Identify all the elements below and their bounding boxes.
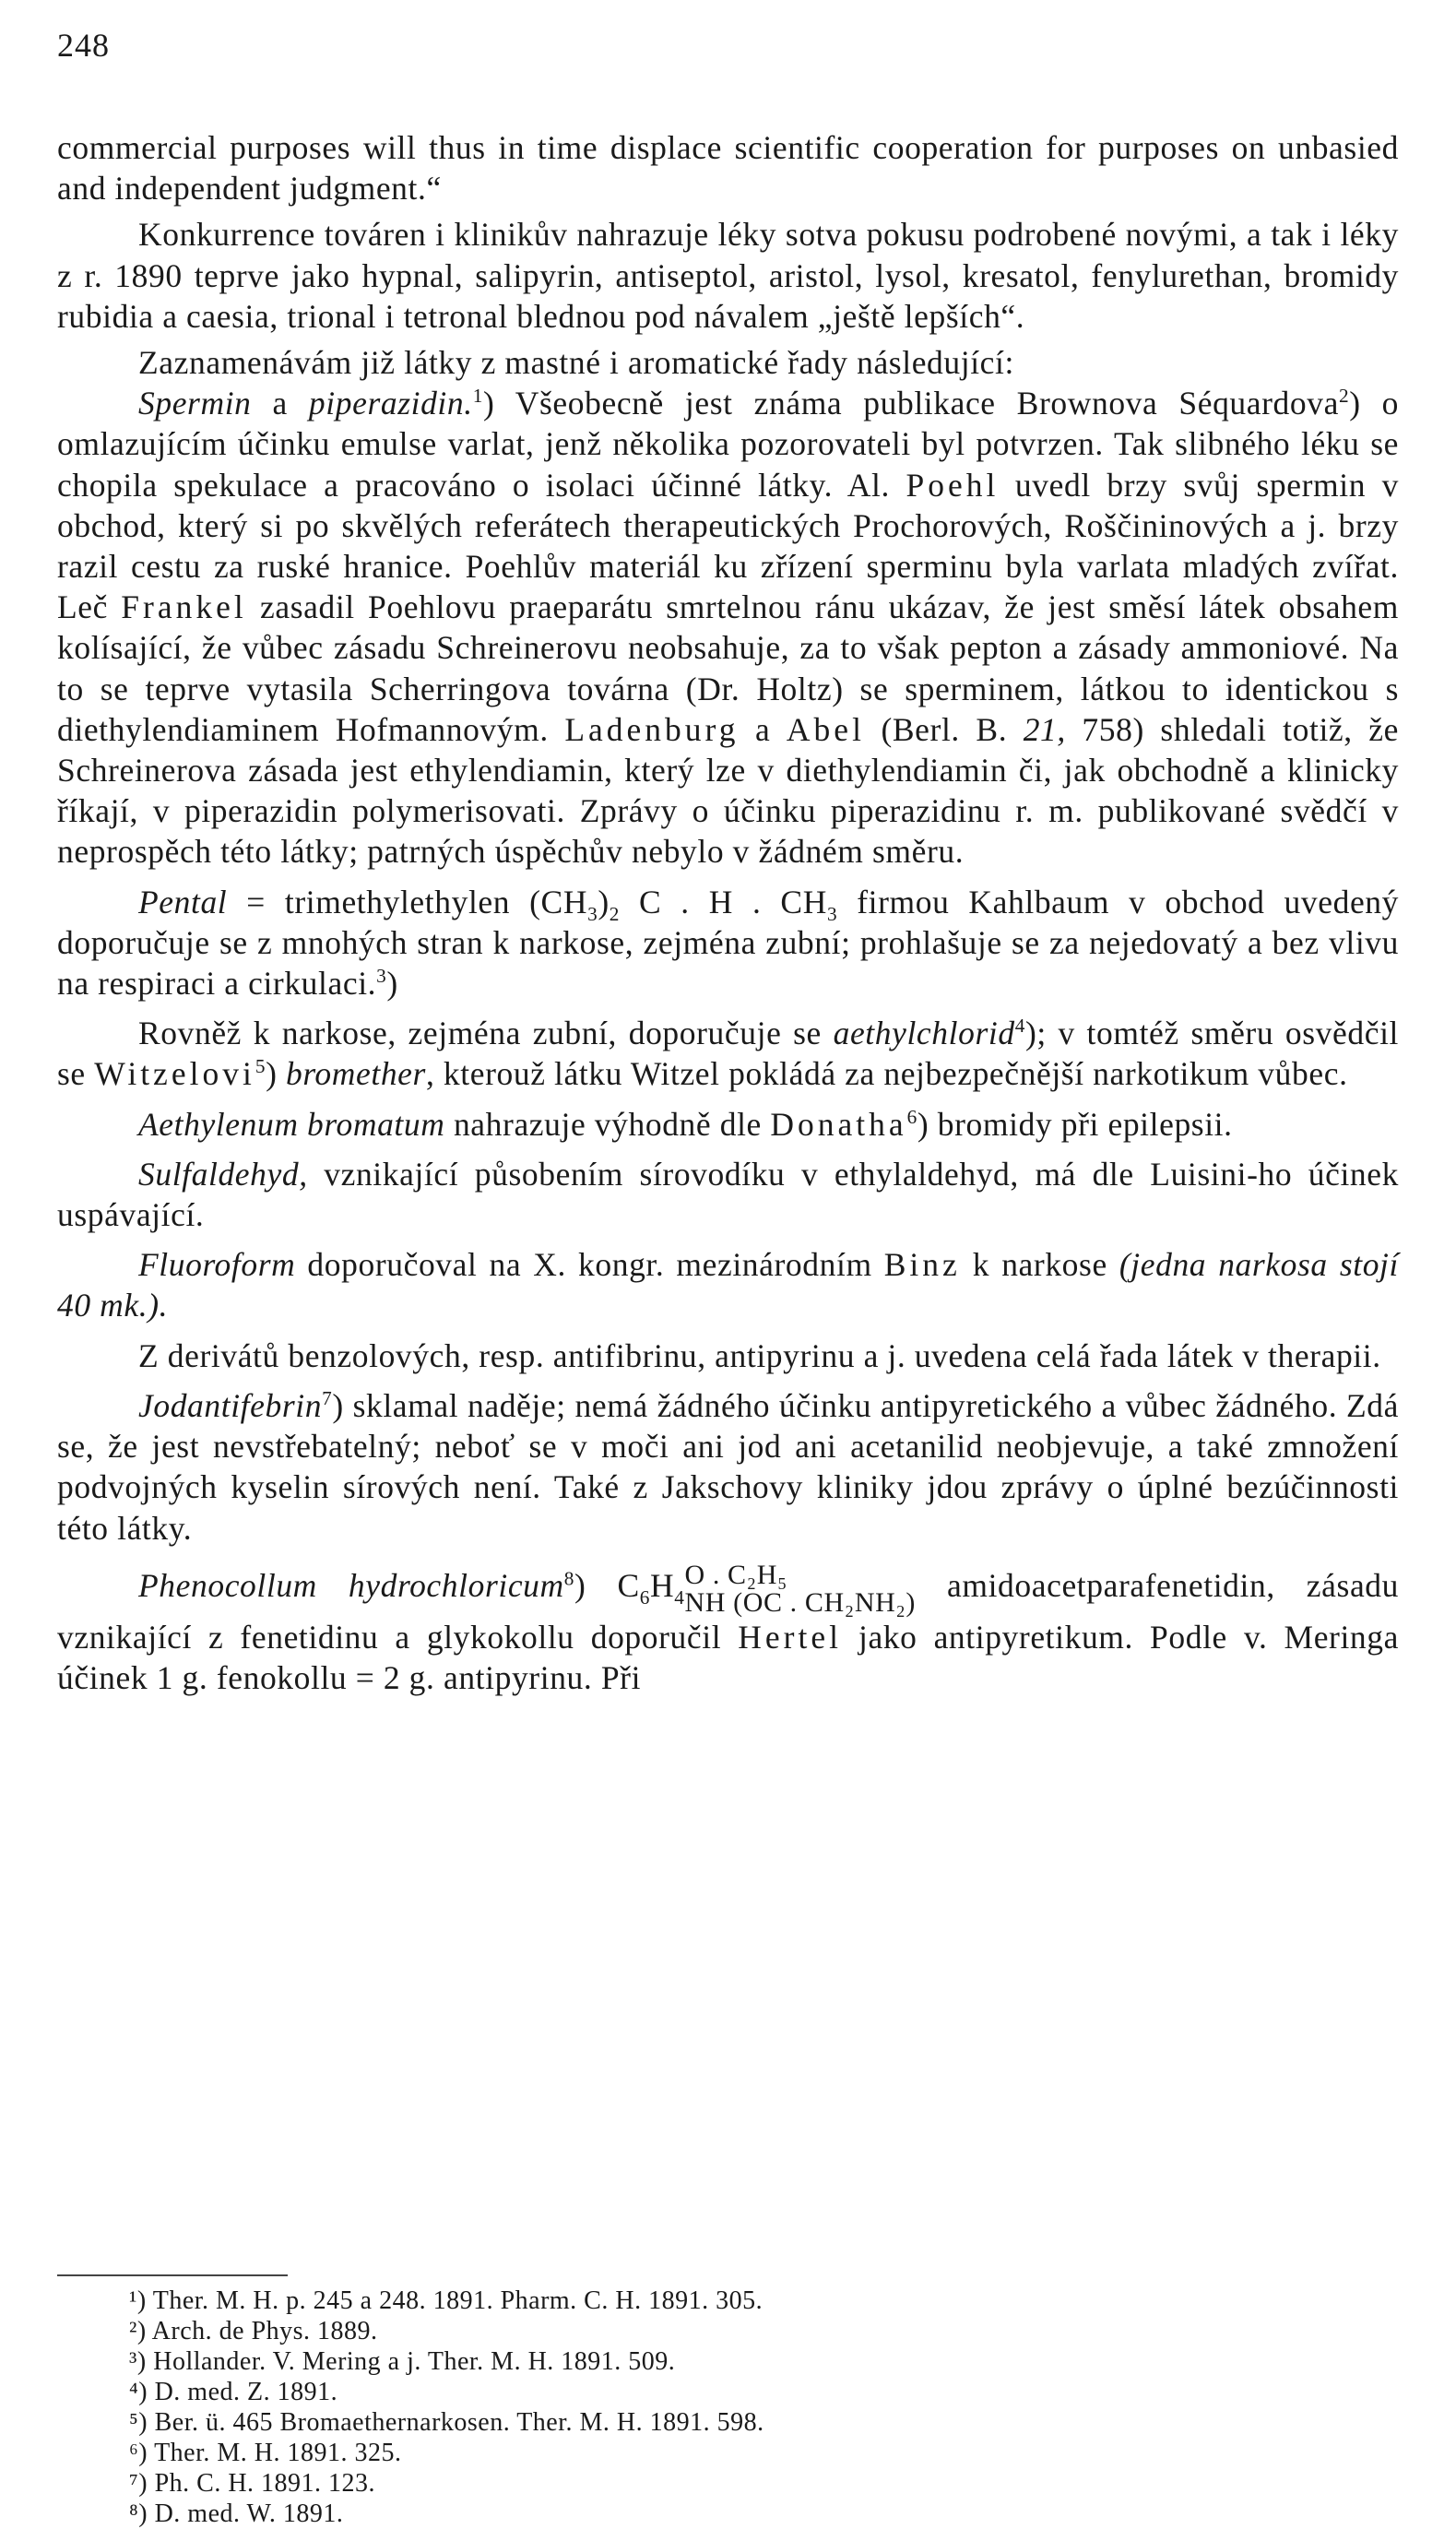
paragraph-fluoroform [57, 1244, 1399, 1325]
text-fragment: , kterouž látku Witzel pokládá za nejbezpečnější narkotikum vůbec. [425, 1055, 1348, 1093]
term-piperazidin: piperazidin. [308, 385, 473, 422]
paragraph-pental [57, 882, 1399, 1004]
text-fragment: ) C [574, 1566, 640, 1604]
name-hertel: Hertel [738, 1618, 842, 1656]
term-spermin: Spermin [138, 385, 252, 422]
text-fragment: Rovněž k narkose, zejména zubní, doporučuje se [138, 1015, 834, 1052]
name-frankel: Frankel [121, 588, 247, 626]
paragraph-sulfaldehyd [57, 1154, 1399, 1235]
footnote-6: ⁶) Ther. M. H. 1891. 325. [129, 2439, 402, 2467]
text-fragment: ) sklamal naděje; nemá žádného účinku antipyretického a vůbec žádného. Zdá se, že jest nevstřebatelný; neboť se v moči ani jod ani acetanilid neobjevuje, a také zmnožení podvojných kyselin sírových není. Také z Jakschovy kliniky jdou zprávy o úplné bezúčinnosti této látky. [57, 1386, 1399, 1547]
formula-bottom: NH (OC . CH₂NH₂) [684, 1586, 916, 1618]
formula-top: O . C₂H₅ [684, 1559, 788, 1590]
text-fragment: ) [386, 965, 398, 1003]
paragraph-aethylenum [57, 1104, 1399, 1145]
text-fragment: H [649, 1566, 675, 1604]
footnote-8: ⁸) D. med. W. 1891. [129, 2499, 344, 2528]
footnotes [129, 2286, 1051, 2529]
subscript: 3 [587, 902, 598, 925]
term-phenocollum: Phenocollum hydrochloricum [138, 1566, 564, 1604]
footnote-ref: 7 [322, 1387, 333, 1410]
term-pental: Pental [138, 883, 228, 920]
text-fragment: uvedl brzy svůj spermin v obchod, který si po skvělých referátech therapeutických Prochorových, Roščininových a j. brzy razil cestu za ruské hranice. Poehlův materiál ku zřízení sperminu byla varlata mladých zvířat. Leč [57, 466, 1399, 626]
text-fragment: ) o omlazujícím účinku emulse varlat, jenž několika pozorovateli byl potvrzen. Tak slibného léku se chopila spekulace a pracováno o isolaci účinné látky. Al. [57, 385, 1400, 504]
name-binz: Binz [883, 1246, 961, 1284]
paragraph-continuation: commercial purposes will thus in time displace scientific cooperation for purposes on unbasied and independent judgment.“ [57, 129, 1399, 208]
body-text [57, 127, 1399, 1698]
term-aethylenum-bromatum: Aethylenum bromatum [138, 1105, 445, 1143]
footnote-ref: 1 [472, 385, 483, 408]
paragraph-spermin [57, 383, 1399, 872]
footnote-ref: 3 [376, 965, 387, 988]
subscript: 6 [639, 1585, 650, 1609]
text-fragment: ) [598, 883, 610, 920]
text-fragment: ) bromidy při epilepsii. [917, 1105, 1233, 1143]
text-fragment: nahrazuje výhodně dle [444, 1105, 771, 1143]
paragraph-aethylchlorid [57, 1013, 1399, 1094]
text-fragment: 758) shledali totiž, že Schreinerova zásada jest ethylendiamin, který lze v diethylendiamin či, jak obchodně a klinicky říkají, v piperazidin polymerisovati. Zprávy o účinku piperazidinu r. m. publikované svědčí v neprospěch této látky; patrných úspěchův nebylo v žádném směru. [57, 710, 1399, 871]
footnote-ref: 6 [906, 1105, 917, 1128]
name-abel: Abel [786, 710, 865, 748]
text-fragment: C . H . CH [619, 883, 827, 920]
text-fragment: a [739, 710, 787, 748]
text-fragment: = trimethylethylen (CH [227, 883, 588, 920]
reference-volume: 21, [1023, 710, 1066, 748]
paragraph-benzol-derivatives: Z derivátů benzolových, resp. antifibrinu, antipyrinu a j. uvedena celá řada látek v therapii. [138, 1336, 1381, 1374]
paragraph-intro-list: Zaznamenávám již látky z mastné i aromatické řady následující: [138, 344, 1014, 382]
paragraph-phenocollum [57, 1561, 1399, 1698]
term-sulfaldehyd: Sulfaldehyd, [138, 1155, 308, 1193]
term-bromether: bromether [285, 1055, 426, 1093]
text-fragment: jako antipyretikum. Podle v. Meringa účinek 1 g. fenokollu = 2 g. antipyrinu. Při [57, 1618, 1399, 1696]
term-jodantifebrin: Jodantifebrin [138, 1386, 323, 1424]
text-fragment: vznikající působením sírovodíku v ethylaldehyd, má dle Luisini-ho účinek uspávající. [57, 1155, 1399, 1234]
footnote-ref: 2 [1338, 385, 1350, 408]
text-fragment: ) [266, 1055, 286, 1093]
paragraph-jodantifebrin [57, 1385, 1399, 1549]
term-aethylchlorid: aethylchlorid [833, 1015, 1015, 1052]
footnote-5: ⁵) Ber. ü. 465 Bromaethernarkosen. Ther. M. H. 1891. 598. [129, 2408, 764, 2437]
footnote-3: ³) Hollander. V. Mering a j. Ther. M. H. 1891. 509. [129, 2347, 676, 2376]
subscript: 2 [609, 902, 620, 925]
text-fragment: (Berl. B. [864, 710, 1024, 748]
chemical-formula [684, 1561, 916, 1617]
footnote-ref: 8 [563, 1567, 575, 1590]
footnote-2: ²) Arch. de Phys. 1889. [129, 2317, 378, 2345]
footnote-1: ¹) Ther. M. H. p. 245 a 248. 1891. Pharm. C. H. 1891. 305. [129, 2286, 764, 2315]
text-fragment: a [251, 385, 309, 422]
footnote-ref: 4 [1014, 1015, 1025, 1038]
name-ladenburg: Ladenburg [564, 710, 740, 748]
footnote-4: ⁴) D. med. Z. 1891. [129, 2378, 338, 2406]
subscript: 4 [674, 1585, 685, 1609]
text-fragment: zasadil Poehlovu praeparátu smrtelnou ránu ukázav, že jest směsí látek obsahem kolísající, že vůbec zásadu Schreinerovu neobsahuje, za to však pepton a zásady ammoniové. Na to se teprve vytasila Scherringova továrna (Dr. Holtz) se sperminem, látkou to identickou s diethylendiaminem Hofmannovým. [57, 588, 1399, 748]
paragraph-competition: Konkurrence továren i klinikův nahrazuje léky sotva pokusu podrobené novými, a tak i léky z r. 1890 teprve jako hypnal, salipyrin, antiseptol, aristol, lysol, kresatol, fenylurethan, bromidy rubidia a caesia, trional i tetronal blednou pod návalem „ještě lepších“. [57, 216, 1399, 335]
footnote-ref: 5 [255, 1055, 266, 1078]
text-fragment: amidoacetparafenetidin, zásadu vznikající z fenetidinu a glykokollu doporučil [57, 1566, 1399, 1656]
term-fluoroform: Fluoroform [138, 1246, 296, 1284]
subscript: 3 [826, 902, 838, 925]
name-witzel: Witzelovi [94, 1055, 255, 1093]
text-fragment: ) Všeobecně jest známa publikace Brownova Séquardova [482, 385, 1339, 422]
page-number: 248 [57, 27, 110, 64]
text-fragment: doporučoval na X. kongr. mezinárodním [295, 1246, 884, 1284]
name-poehl: Poehl [906, 466, 1000, 504]
name-donath: Donatha [770, 1105, 907, 1143]
footnote-divider [57, 2274, 288, 2276]
price-note: (jedna narkosa stojí 40 mk.). [57, 1246, 1399, 1324]
text-fragment: firmou Kahlbaum v obchod uvedený doporučuje se z mnohých stran k narkose, zejména zubní; prohlašuje se za nejedovatý a bez vlivu na respiraci a cirkulaci. [57, 883, 1399, 1003]
footnote-7: ⁷) Ph. C. H. 1891. 123. [129, 2469, 376, 2498]
text-fragment: k narkose [960, 1246, 1119, 1284]
text-fragment: ); v tomtéž směru osvědčil se [57, 1015, 1400, 1093]
